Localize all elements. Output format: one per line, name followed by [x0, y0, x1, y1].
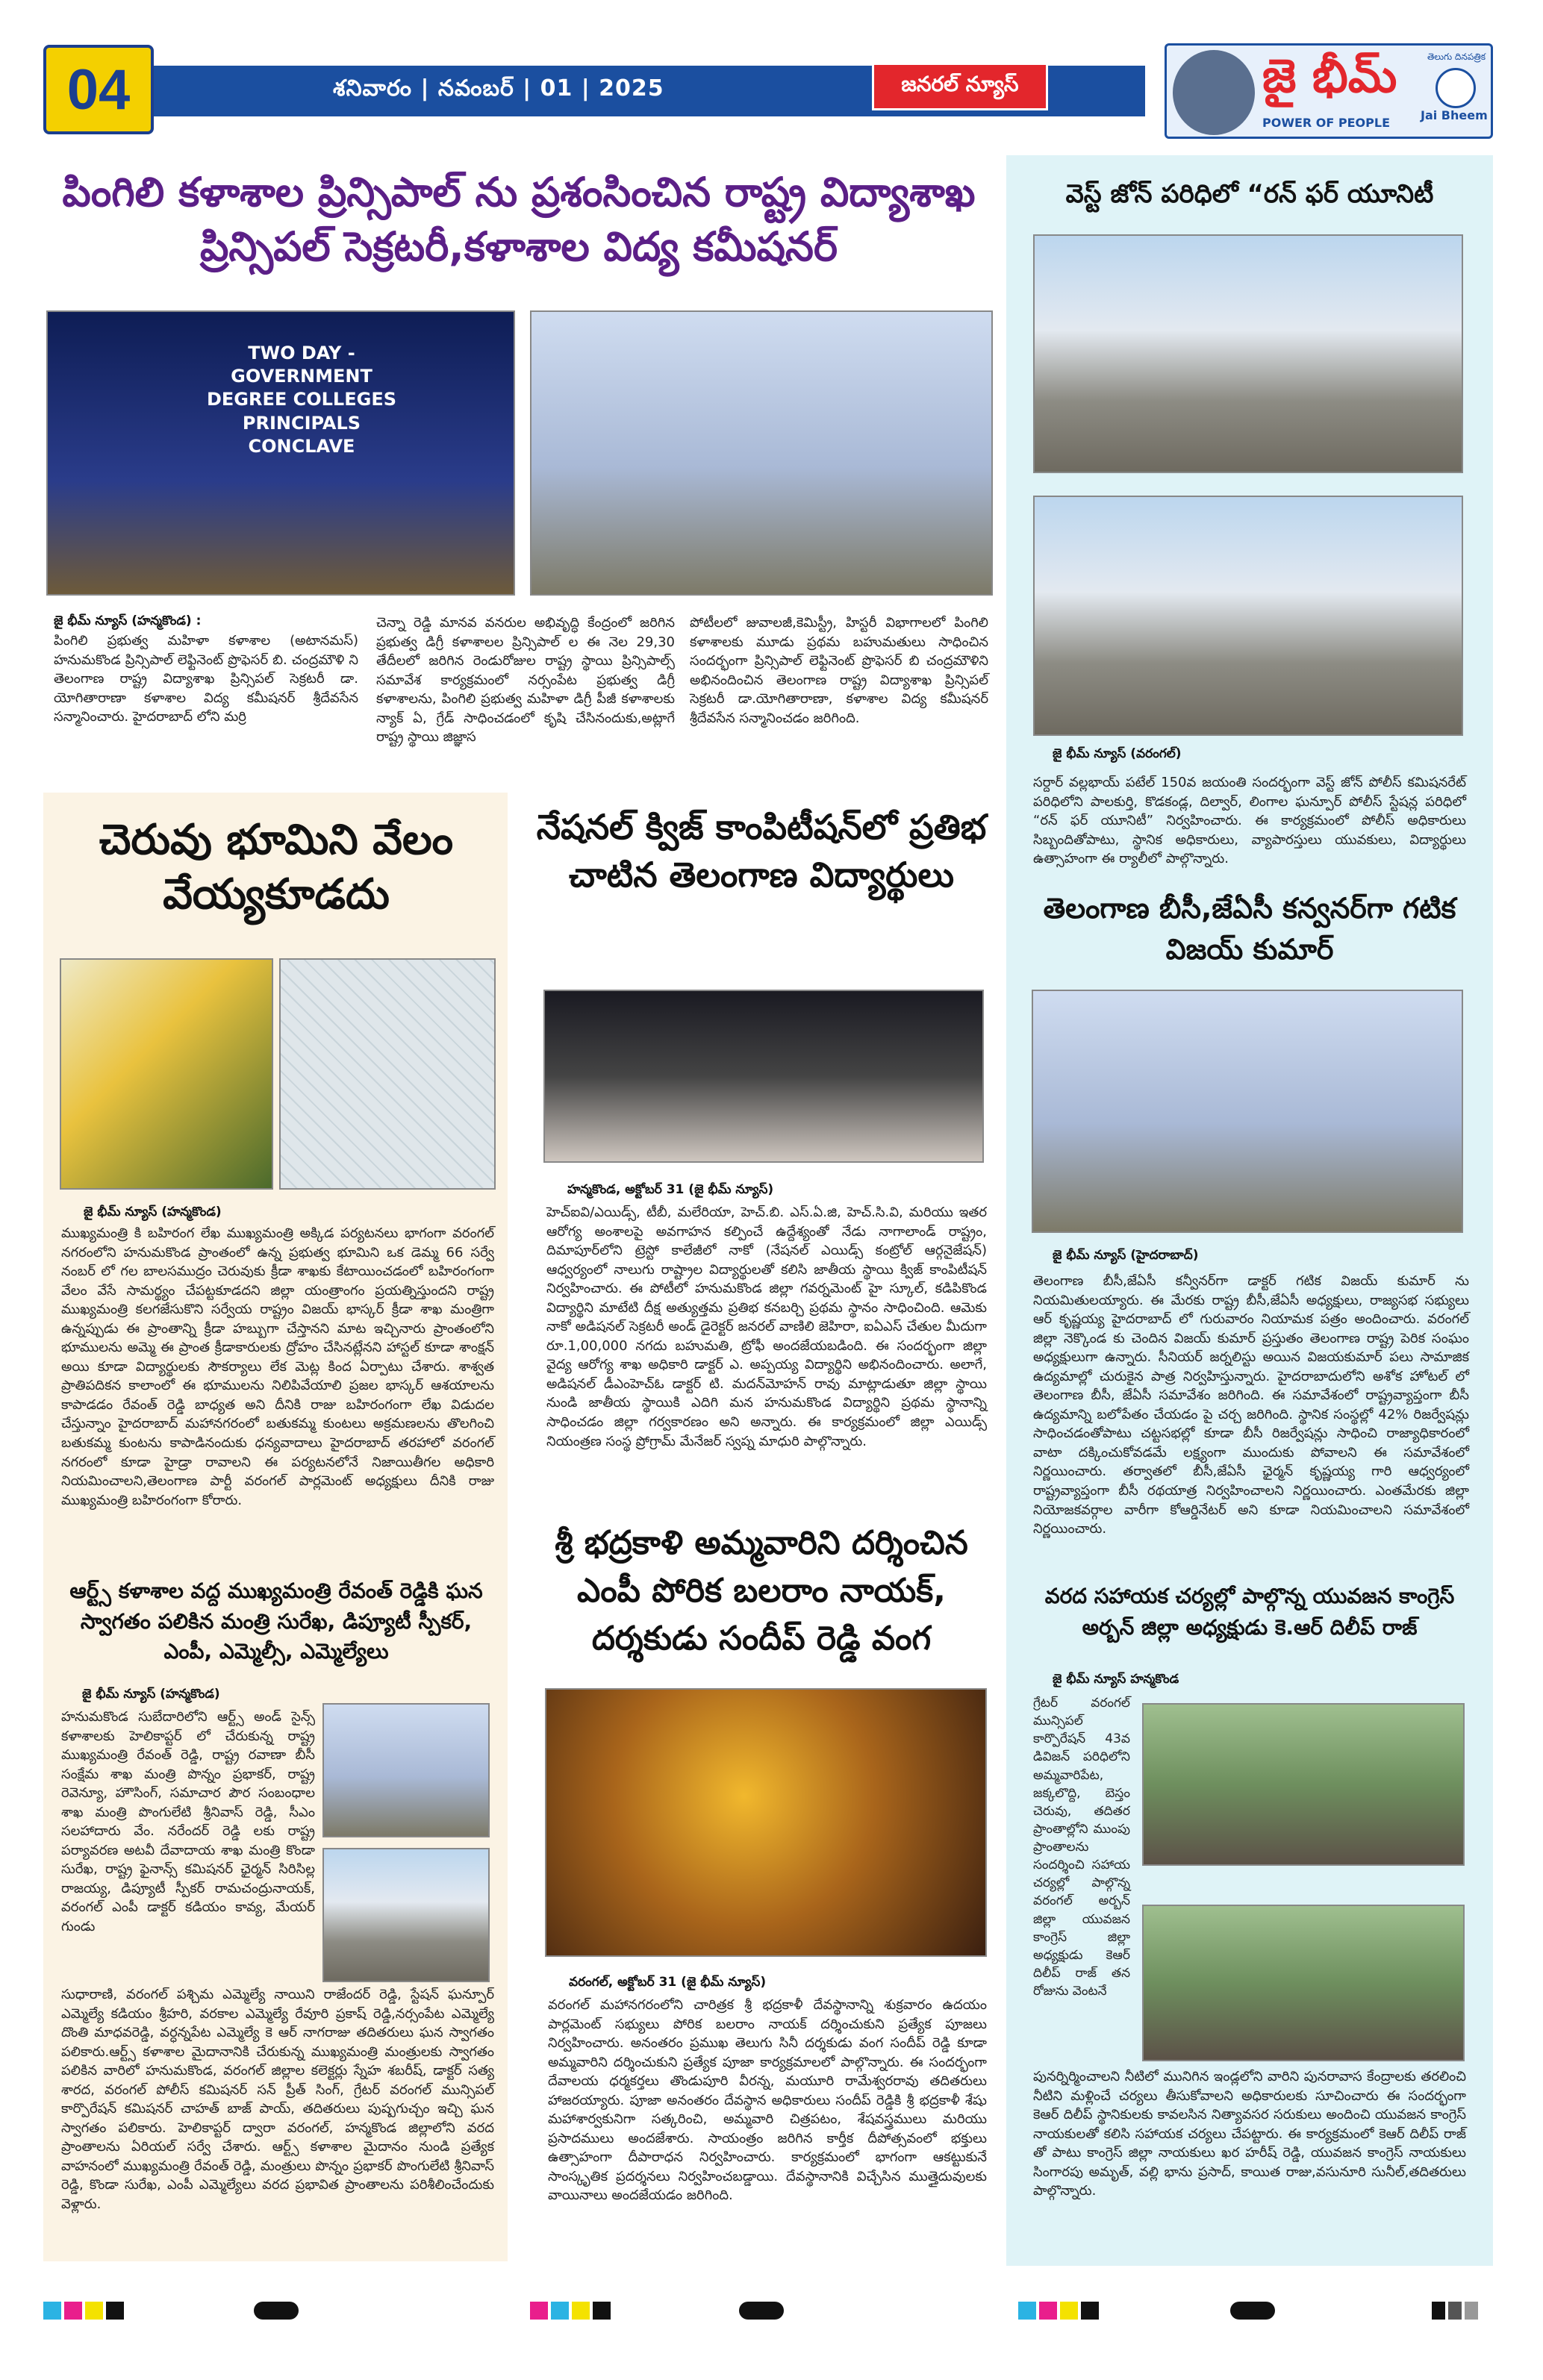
color-swatch	[1060, 2302, 1078, 2320]
story5-body: వరంగల్ మహానగరంలోని చారిత్రక శ్రీ భద్రకాళీ దేవస్థానాన్ని శుక్రవారం ఉదయం పార్లమెంట్ సభ్యులు పోరిక బలరాం నాయక్ దర్శించుకుని ప్రత్యేక పూజలు నిర్వహించారు. అనంతరం ప్రముఖ తెలుగు సినీ దర్శకుడు వంగ సందీప్ రెడ్డి కూడా అమ్మవారిని దర్శించుకుని ప్రత్యేక పూజా కార్యక్రమాలలో పాల్గొన్నారు. ఈ సందర్భంగా దేవాలయ ధర్మకర్తలు తొండుపూరి వీరన్న, మయూరి రామేశ్వరరావు తదితరులు హాజరయ్యారు. పూజా అనంతరం దేవస్థాన అధికారులు సందీప్ రెడ్డికి శ్రీ భద్రకాళీ శేషు మహాశార్వకునిగా సత్కరించి, అమ్మవారి చిత్రపటం, శేషవస్త్రములు మరియు ప్రసాదములు అందజేశారు. సాయంత్రం జరిగిన కార్తీక దీపోత్సవంలో భక్తులు ఉత్సాహంగా దీపారాధన నిర్వహించారు. కార్యక్రమంలో భాగంగా ఆకట్టుకునే సాంస్కృతిక ప్రదర్శనలు నిర్వహించబడ్డాయి. దేవస్థానానికి విచ్చేసిన ముత్తైదువులకు వాయినాలు అందజేయడం జరిగింది.	[548, 1997, 987, 2204]
run-for-unity-photo-2[interactable]	[1033, 496, 1463, 736]
section-badge[interactable]: జనరల్ న్యూస్	[872, 63, 1048, 110]
story2-body: ముఖ్యమంత్రి కి బహిరంగ లేఖ ముఖ్యమంత్రి అక్కిడ పర్యటనలు భాగంగా వరంగల్ నగరంలోని హనుమకొండ ప్రాంతంలో ఉన్న ప్రభుత్వ భూమిని ఒక డెమ్మ 66 సర్వే నంబర్ లో గల బాలసముద్రం చెరువుకు క్రీడా శాఖకు కేటాయించడంలో బహిరంగంగా వేలం వేసే సామర్థ్యం చేపట్టకూడదని జిల్లా యంత్రాంగం ప్రయత్నిస్తుందని రాష్ట్ర ముఖ్యమంత్రి కలగజేసుకొని సర్వేయ రాష్ట్రం విజయ్ భాస్కర్ క్రీడా శాఖ మంత్రిగా ఉన్నప్పుడు ఈ ప్రాంతాన్ని క్రీడా హబ్బుగా చేస్తానని మాట ఇచ్చినారు ప్రాంతంలోని భూములను అమ్మె ఈ ప్రాంత క్రీడాకారులకు ద్రోహం చేసినట్లేనని హాస్టల్ కూడా శాంక్షన్ అయి కూడా విద్యార్థులకు సౌకర్యాలు లేక మెట్ల కింద ఏర్పాటు చేశారు. శాశ్వత ప్రాతిపదికన కాలాంలో ఈ భూములను నిలిపివేయాలి ప్రజల భాస్కర్ ఆశయాలను కాపాడడం రేవంత్ రెడ్డి బాధ్యత అని దీనికి రాజు బహిరంగంగా లేఖ విడుదల చేస్తున్నాం హైదరాబాద్ మహానగరంలో బతుకమ్మ కుంటలు అక్రమణలను తొలగించి బతుకమ్మ కుంటను కాపాడినందుకు ధన్యవాదాలు హైదరాబాద్ తరహాలో వరంగల్ నగరంలో కూడా హైడ్రా రావాలని ఈ పర్యటనలోనే నిజాయితీగల అధికారి నియమించాలని,తెలంగాణ పార్టీ వరంగల్ పార్లమెంట్ అధ్యక్షులు దీనికి రాజు ముఖ్యమంత్రి బహిరంగంగా కోరారు.	[61, 1225, 494, 1508]
page-number: 04	[43, 45, 154, 134]
story3-body-side: హనుమకొండ సుబేదారిలోని ఆర్ట్స్ అండ్ సైన్స్ కళాశాలకు హెలికాప్టర్ లో చేరుకున్న రాష్ట్ర ముఖ్యమంత్రి రేవంత్ రెడ్డి, రాష్ట్ర రవాణా బీసీ సంక్షేమ శాఖ మంత్రి పొన్నం ప్రభాకర్, రాష్ట్ర రెవెన్యూ, హౌసింగ్, సమాచార పౌర సంబంధాల శాఖ మంత్రి పొంగులేటి శ్రీనివాస్ రెడ్డి, సీఎం సలహాదారు వేం. నరేందర్ రెడ్డి లకు రాష్ట్ర పర్యావరణ అటవీ దేవాదాయ శాఖ మంత్రి కొండా సురేఖ, రాష్ట్ర ఫైనాన్స్ కమిషనర్ ఛైర్మన్ సిరిసిల్ల రాజయ్య, డిప్యూటీ స్పీకర్ రామచంద్రునాయక్, వరంగల్ ఎంపీ డాక్టర్ కడియం కావ్య, మేయర్ గుండు	[61, 1709, 315, 1935]
cm-welcome-photo-1[interactable]	[322, 1703, 490, 1837]
flood-relief-photo-1[interactable]	[1142, 1703, 1465, 1866]
masthead-logo[interactable]	[1165, 43, 1493, 139]
story7-headline[interactable]: తెలంగాణ బీసీ,జేఏసీ కన్వనర్‌గా గటిక విజయ్ కుమార్	[1043, 892, 1456, 966]
story8-body-side: గ్రేటర్ వరంగల్ మున్సిపల్ కార్పొరేషన్ 43వ డివిజన్ పరిధిలోని అమ్మవారిపేట, జక్కలొద్ది, బెస్తం చెరువు, తదితర ప్రాంతాల్లోని ముంపు ప్రాంతాలను సందర్శించి సహాయ చర్యల్లో పాల్గొన్న వరంగల్ అర్బన్ జిల్లా యువజన కాంగ్రెస్ జిల్లా అధ్యక్షుడు కెఆర్ దిలీప్ రాజ్ తన రోజును వెంటనే	[1033, 1696, 1130, 1999]
quiz-stage-photo[interactable]	[543, 990, 984, 1163]
registration-mark	[739, 2302, 784, 2320]
masthead-subtitle: తెలుగు దినపత్రిక	[1427, 51, 1486, 62]
masthead-tagline: POWER OF PEOPLE	[1262, 116, 1391, 130]
masthead-title: జై భీమ్	[1262, 49, 1397, 103]
run-for-unity-photo-1[interactable]	[1033, 234, 1463, 473]
portrait-icon	[1173, 50, 1255, 135]
story1-col1: పింగిలి ప్రభుత్వ మహిళా కళాశాల (అటానమస్) హనుమకొండ ప్రిన్సిపాల్ లెఫ్టినెంట్ ప్రొఫెసర్ బి. చంద్రమౌళి ని తెలంగాణ రాష్ట్ర విద్యాశాఖ ప్రిన్సిపల్ సెక్రటరీ డా. యోగితారాణా కళాశాల విద్య కమీషనర్ శ్రీదేవసేన సన్మానించారు. హైదరాబాద్ లోని మర్రి	[54, 633, 358, 725]
color-swatch	[43, 2302, 61, 2320]
color-swatch	[572, 2302, 590, 2320]
conclave-photo-1[interactable]	[46, 310, 515, 596]
survey-map-image[interactable]	[279, 958, 496, 1190]
color-swatch	[85, 2302, 103, 2320]
color-swatch	[1448, 2302, 1462, 2320]
registration-mark	[254, 2302, 299, 2320]
story2-credit: జై భీమ్ న్యూస్ (హన్మకొండ)	[84, 1205, 222, 1219]
story3-body: సుధారాణి, వరంగల్ పశ్చిమ ఎమ్మెల్యే నాయిని రాజేందర్ రెడ్డి, స్టేషన్ ఘన్పూర్ ఎమ్మెల్యే కడియం శ్రీహరి, వరకాల ఎమ్మెల్యే రేవూరి ప్రకాష్ రెడ్డి,నర్సంపేట ఎమ్మెల్యే దొంతి మాధవరెడ్డి, వర్ధన్నపేట ఎమ్మెల్యే కె ఆర్ నాగరాజు తదితరులు ఘన స్వాగతం పలికారు.ఆర్ట్స్ కళాశాల మైదానానికి చేరుకున్న ముఖ్యమంత్రి మంత్రులకు స్వాగతం పలికిన వారిలో హనుమకొండ, వరంగల్ జిల్లాల కలెక్టర్లు స్నేహ శబరీష్, డాక్టర్ సత్య శారద, వరంగల్ పోలీస్ కమిషనర్ సన్ ప్రీత్ సింగ్, గ్రేటర్ వరంగల్ మున్సిపల్ కార్పొరేషన్ కమిషనర్ చాహత్ బాజ్ పాయ్, తదితరులు పుష్పగుచ్చం ఇచ్చి ఘన స్వాగతం పలికారు. హెలికాప్టర్ ద్వారా వరంగల్, హన్మకొండ జిల్లాలోని వరద ప్రాంతాలను ఏరియల్ సర్వే చేశారు. ఆర్ట్స్ కళాశాల మైదానం నుండి ప్రత్యేక వాహనంలో ముఖ్యమంత్రి రేవంత్ రెడ్డి, మంత్రులు పొన్నం ప్రభాకర్ పొంగులేటి శ్రీనివాస్ రెడ్డి, కొండా సురేఖ, ఎంపీ ఎమ్మెల్యేలు వరద ప్రభావిత ప్రాంతాలను పరిశీలించేందుకు వెళ్లారు.	[61, 1987, 494, 2213]
story1-col2: చెన్నా రెడ్డి మానవ వనరుల అభివృద్ధి కేంద్రంలో జరిగిన ప్రభుత్వ డిగ్రీ కళాశాలల ప్రిన్సిపాల్ ల ఈ నెల 29,30 తేదీలలో జరిగిన రెండురోజుల రాష్ట్ర స్థాయి ప్రిన్సిపాల్స్ సమావేశ కార్యక్రమంలో నర్సంపేట ప్రభుత్వ డిగ్రీ కళాశాలను, పింగిలి ప్రభుత్వ మహిళా డిగ్రీ పీజీ కళాశాలకు న్యాక్ ఏ, గ్రేడ్ సాధించడంలో కృషి చేసినందుకు,అట్లాగే రాష్ట్ర స్థాయి జిజ్ఞాస	[376, 615, 675, 746]
story8-credit: జై భీమ్ న్యూస్ హన్మకొండ	[1053, 1672, 1179, 1687]
emblem-icon	[1436, 68, 1476, 108]
color-swatch	[593, 2302, 611, 2320]
color-swatch	[551, 2302, 569, 2320]
masthead-side-label: Jai Bheem	[1421, 108, 1488, 122]
color-swatch	[106, 2302, 124, 2320]
story7-credit: జై భీమ్ న్యూస్ (హైదరాబాద్)	[1053, 1248, 1199, 1263]
story8-body: పునర్నిర్మించాలని నీటిలో మునిగిన ఇండ్లలోని వారిని పునరావాస కేంద్రాలకు తరలించి నీటిని మళ్లించే చర్యలు తీసుకోవాలని అధికారులకు సూచించారు ఈ సందర్భంగా కెఆర్ దిలీప్ స్థానికులకు కావలసిన నిత్యావసర సరుకులు అందించి యువజన కాంగ్రెస్ నాయకులతో కలిసి సహాయక చర్యలు చేపట్టారు. ఈ కార్యక్రమంలో కెఆర్ దిలీప్ రాజ్ తో పాటు కాంగ్రెస్ జిల్లా నాయకులు ఖర హరీష్ రెడ్డి, యువజన కాంగ్రెస్ నాయకులు సింగారపు అమృత్, వల్లి భాను ప్రసాద్, కాయిత రాజు,వసునూరి సునీల్,తదితరులు పాల్గొన్నారు.	[1033, 2069, 1466, 2199]
registration-mark	[1230, 2302, 1275, 2320]
story2-headline[interactable]: చెరువు భూమిని వేలం వేయ్యకూడదు	[99, 816, 454, 919]
lead-headline[interactable]: పింగిలి కళాశాల ప్రిన్సిపాల్ ను ప్రశంసించిన రాష్ట్ర విద్యాశాఖ ప్రిన్సిపల్ సెక్రటరీ,కళాశాల విద్య కమీషనర్	[62, 169, 976, 270]
conclave-photo-2[interactable]	[530, 310, 993, 596]
story3-credit: జై భీమ్ న్యూస్ (హన్మకొండ)	[82, 1687, 220, 1702]
cm-welcome-photo-2[interactable]	[322, 1848, 490, 1982]
temple-visit-photo[interactable]	[545, 1688, 987, 1957]
story3-headline[interactable]: ఆర్ట్స్ కళాశాల వద్ద ముఖ్యమంత్రి రేవంత్ రెడ్డికి ఘన స్వాగతం పలికిన మంత్రి సురేఖ, డిప్యూటీ స్పీకర్, ఎంపీ, ఎమ్మెల్సీ, ఎమ్మెల్యేలు	[69, 1578, 483, 1664]
story5-headline[interactable]: శ్రీ భద్రకాళి అమ్మవారిని దర్శించిన ఎంపీ పోరిక బలరాం నాయక్, దర్శకుడు సందీప్ రెడ్డి వంగ	[555, 1524, 968, 1658]
print-registration-marks	[43, 2302, 1499, 2324]
story7-body: తెలంగాణ బీసీ,జేఏసీ కన్వీనర్‌గా డాక్టర్ గటిక విజయ్ కుమార్ ను నియమితులయ్యారు. ఈ మేరకు రాష్ట్ర బీసీ,జేఏసీ అధ్యక్షులు, రాజ్యసభ సభ్యులు ఆర్ కృష్ణయ్య హైదరాబాద్ లో గురువారం నియామక పత్రం అందించారు. వరంగల్ జిల్లా నెక్కొండ కు చెందిన విజయ్ కుమార్ ప్రస్తుతం తెలంగాణ రాష్ట్ర పెరిక సంఘం అధ్యక్షులుగా ఉన్నారు. సీనియర్ జర్నలిస్టు అయిన విజయకుమార్ పలు సామాజిక ఉద్యమాల్లో చురుకైన పాత్ర నిర్వహిస్తున్నారు. హైదరాబాదులోని అశోక హోటల్ లో తెలంగాణ బీసీ, జేఏసీ సమావేశం జరిగింది. ఈ సమావేశంలో రాష్ట్రవ్యాప్తంగా బీసీ ఉద్యమాన్ని బలోపేతం చేయడం పై చర్చ జరిగింది. స్థానిక సంస్థల్లో 42% రిజర్వేషన్లు సాధించడంతోపాటు చట్టసభల్లో కూడా బీసీ రిజర్వేషన్లు సాధించి రాజ్యాధికారంలో వాటా దక్కించుకోవడమే లక్ష్యంగా ముందుకు పోవాలని ఈ సమావేశంలో నిర్ణయించారు. తర్వాతలో బీసీ,జేఏసీ ఛైర్మన్ కృష్ణయ్య గారి ఆధ్వర్యంలో రాష్ట్రవ్యాప్తంగా బీసీ రథయాత్ర నిర్వహించాలని నిర్ణయించారు. ఎంతమేరకు జిల్లా నియోజకవర్గాల వారీగా కోఆర్డినేటర్ అని కూడా నియమించాలని సమావేశంలో నిర్ణయించారు.	[1033, 1273, 1469, 1537]
story6-body: సర్దార్ వల్లభాయ్ పటేల్ 150వ జయంతి సందర్భంగా వెస్ట్ జోన్ పోలీస్ కమిషనరేట్ పరిధిలోని పాలకుర్తి, కొడకండ్ల, దిల్వార్, లింగాల ఘన్పూర్ పోలీస్ స్టేషన్ల పరిధిలో “రన్ ఫర్ యూనిటీ” నిర్వహించారు. ఈ కార్యక్రమంలో పోలీస్ అధికారులు సిబ్బందితోపాటు, స్థానిక అధికారులు, వ్యాపారస్తులు యువకులు, విద్యార్థులు ఉత్సాహంగా ఈ ర్యాలీలో పాల్గొన్నారు.	[1033, 775, 1466, 867]
story4-credit: హన్మకొండ, అక్టోబర్ 31 (జై భీమ్ న్యూస్)	[567, 1182, 774, 1197]
story6-headline[interactable]: వెస్ట్ జోన్ పరిధిలో “రన్ ఫర్ యూనిటీ	[1065, 179, 1434, 209]
color-swatch	[1018, 2302, 1036, 2320]
color-swatch	[1081, 2302, 1099, 2320]
story4-headline[interactable]: నేషనల్ క్విజ్ కాంపిటీషన్‌లో ప్రతిభ చాటిన తెలంగాణ విద్యార్థులు	[536, 807, 987, 896]
bc-jac-photo[interactable]	[1032, 990, 1463, 1233]
story6-credit: జై భీమ్ న్యూస్ (వరంగల్)	[1053, 746, 1182, 761]
flood-relief-photo-2[interactable]	[1142, 1905, 1465, 2061]
story8-headline[interactable]: వరద సహాయక చర్యల్లో పాల్గొన్న యువజన కాంగ్రెస్ అర్బన్ జిల్లా అధ్యక్షుడు కె.ఆర్ దిలీప్ రాజ్	[1044, 1584, 1455, 1640]
color-swatch	[530, 2302, 548, 2320]
story1-col3: పోటీలలో జువాలజీ,కెమిస్ట్రీ, హిస్టరీ విభాగాలలో పింగిలి కళాశాలకు మూడు ప్రథమ బహుమతులు సాధించిన సందర్భంగా ప్రిన్సిపాల్ లెఫ్టినెంట్ ప్రొఫెసర్ బి చంద్రమౌళిని అభినందించిన తెలంగాణ రాష్ట్ర విద్యాశాఖ ప్రిన్సిపల్ సెక్రటరీ డా.యోగితారాణా, కళాశాల విద్య కమీషనర్ శ్రీదేవసేన సన్మానించడం జరిగింది.	[690, 615, 988, 726]
color-swatch	[1039, 2302, 1057, 2320]
color-swatch	[64, 2302, 82, 2320]
story1-credit: జై భీమ్ న్యూస్ (హన్మకొండ) :	[54, 613, 202, 628]
issue-date: శనివారం | నవంబర్ | 01 | 2025	[333, 75, 664, 101]
speaker-photo[interactable]	[60, 958, 273, 1190]
story5-credit: వరంగల్, అక్టోబర్ 31 (జై భీమ్ న్యూస్)	[569, 1975, 767, 1990]
color-swatch	[1465, 2302, 1478, 2320]
story4-body: హెచ్ఐవి/ఎయిడ్స్, టీబీ, మలేరియా, హెచ్.బి. ఎస్.ఏ.జి, హెచ్.సి.వి, మరియు ఇతర ఆరోగ్య అంశాలపై అవగాహన కల్పించే ఉద్దేశ్యంతో నేడు నాగాలాండ్ రాష్ట్రం, దిమాపూర్‌లోని ట్రెస్టో కాలేజీలో నాకో (నేషనల్ ఎయిడ్స్ కంట్రోల్ ఆర్గనైజేషన్) ఆధ్వర్యంలో నాలుగు రాష్ట్రాల విద్యార్థులతో కలిసి జాతీయ స్థాయి క్విజ్ కాంపిటీషన్ నిర్వహించారు. ఈ పోటీలో హనుమకొండ జిల్లా గవర్నమెంట్ హై స్కూల్, కడిపికొండ విద్యార్థిని మాటేటి దీక్ష అత్యుత్తమ ప్రతిభ కనబర్చి ప్రథమ స్థానం సాధించింది. ఆమెకు నాకో అడిషనల్ సెక్రటరీ అండ్ డైరెక్టర్ జనరల్ వాణిలి జెహిరా, ఐఏఎస్ చేతుల మీదుగా రూ.1,00,000 నగదు బహుమతి, ట్రోఫీ అందజేయబడింది. ఈ సందర్భంగా జిల్లా వైద్య ఆరోగ్య శాఖ అధికారి డాక్టర్ ఎ. అప్పయ్య విద్యార్థిని అభినందించారు. అలాగే, అడిషనల్ డీఎంహెచ్ఓ డాక్టర్ టి. మదన్‌మోహన్ రావు మాట్లాడుతూ జిల్లా స్థాయి నుండి జాతీయ స్థాయికి ఎదిగి మన హనుమకొండ విద్యార్థిని ప్రథమ స్థానాన్ని సాధించడం జిల్లా గర్వకారణం అని అన్నారు. ఈ కార్యక్రమంలో జిల్లా ఎయిడ్స్ నియంత్రణ సంస్థ ప్రోగ్రామ్ మేనేజర్ స్వప్న మాధురి పాల్గొన్నారు.	[546, 1205, 987, 1449]
color-swatch	[1432, 2302, 1445, 2320]
conclave-banner-text: TWO DAY - GOVERNMENT DEGREE COLLEGES PRINCIPALS CONCLAVE	[206, 343, 396, 457]
